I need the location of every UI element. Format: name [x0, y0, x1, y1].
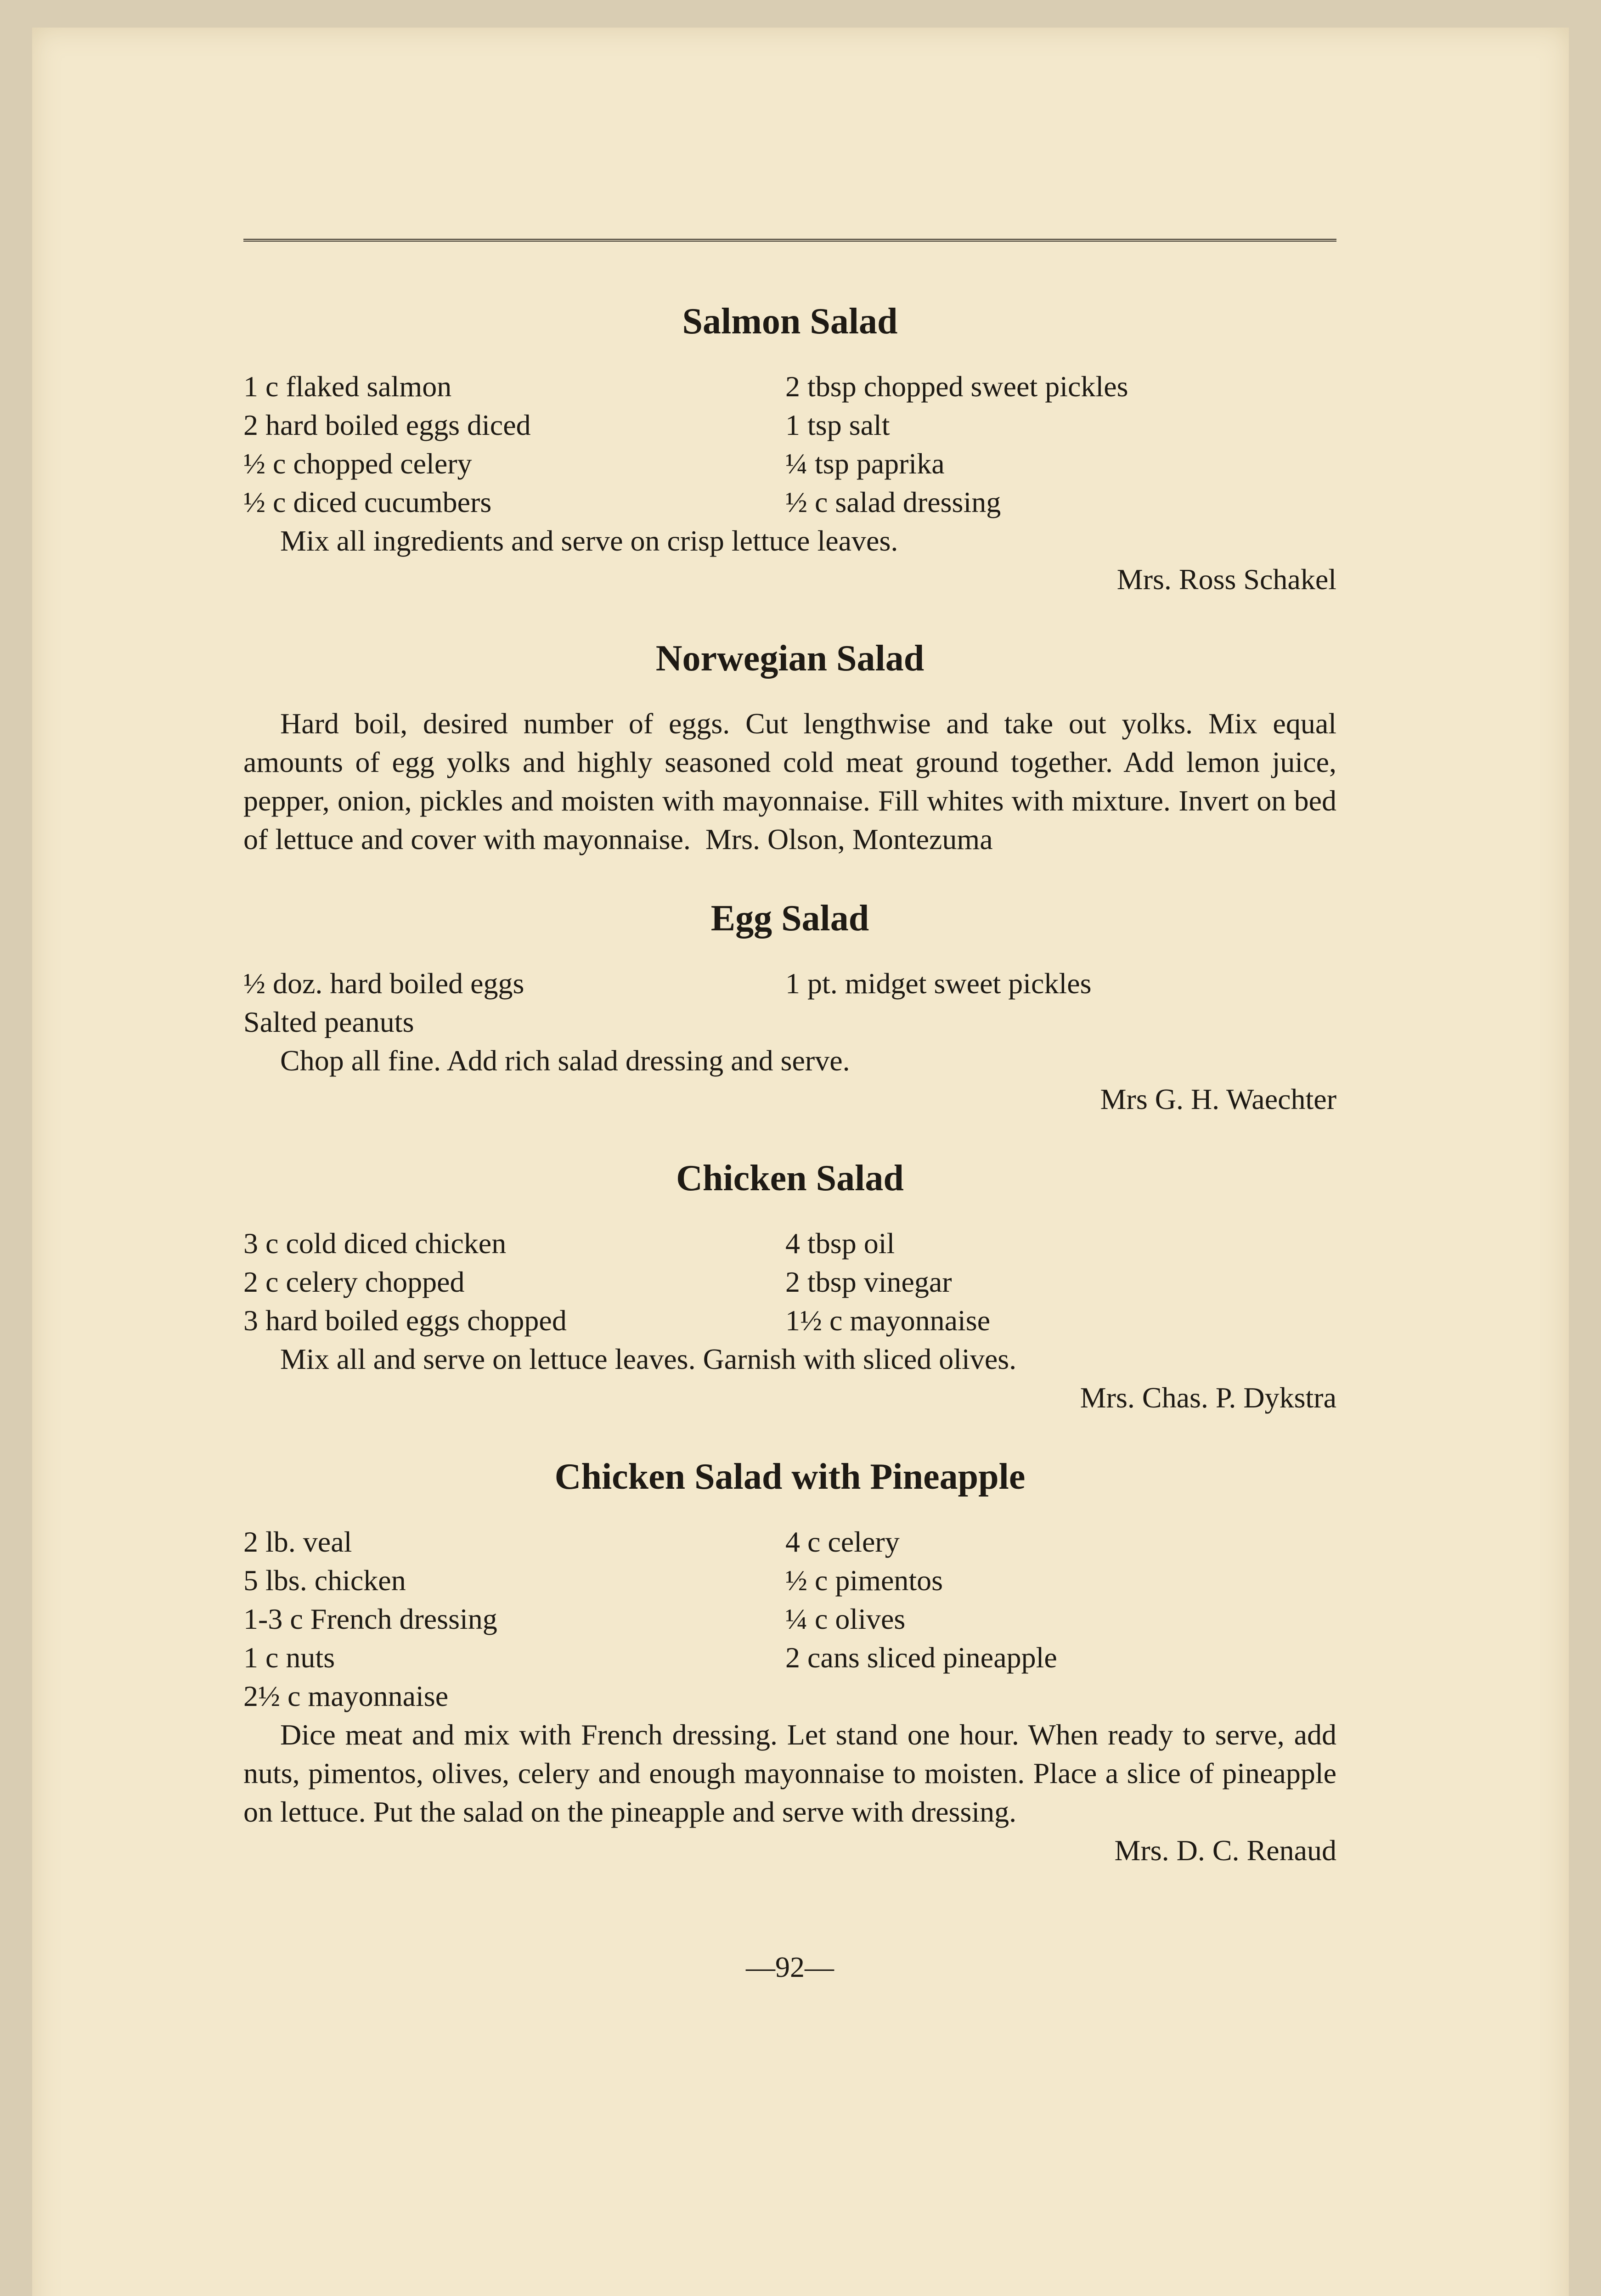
recipe-instructions: Mix all and serve on lettuce leaves. Garnish with sliced olives. [280, 1343, 1017, 1375]
recipe-egg-salad [243, 895, 1336, 1119]
recipe-paragraph [243, 704, 1336, 859]
ingredient: 3 hard boiled eggs chopped [243, 1304, 567, 1337]
ingredient: 2 lb. veal [243, 1525, 352, 1558]
ingredient: 1 pt. midget sweet pickles [785, 967, 1092, 1000]
recipe-instructions: Hard boil, desired number of eggs. Cut lengthwise and take out yolks. Mix equal amounts of egg yolks and highly seasoned cold meat ground together. Add lemon juice, pepper, onion, pickles and moisten with mayonnaise. Fill whites with mixture. Invert on bed of lettuce and cover with mayonnaise. [243, 707, 1336, 855]
ingredient: 1 c nuts [243, 1641, 335, 1674]
ingredient-list [243, 1224, 1336, 1340]
recipe-instructions: Mix all ingredients and serve on crisp lettuce leaves. [280, 524, 898, 557]
page-number: —92— [746, 1951, 834, 1983]
ingredient-column-right [785, 1224, 1336, 1340]
ingredient: 1 c flaked salmon [243, 370, 452, 403]
recipe-norwegian-salad [243, 636, 1336, 859]
ingredient: 1-3 c French dressing [243, 1603, 497, 1635]
ingredient: 2 cans sliced pineapple [785, 1641, 1057, 1674]
book-page [32, 28, 1569, 2296]
ingredient: 2 tbsp chopped sweet pickles [785, 370, 1128, 403]
page-content [243, 211, 1336, 1986]
ingredient: 2 hard boiled eggs diced [243, 409, 531, 441]
ingredient: 1½ c mayonnaise [785, 1304, 991, 1337]
ingredient-column-left [243, 1523, 785, 1716]
ingredient: 2 c celery chopped [243, 1266, 465, 1298]
ingredient-column-left [243, 1224, 785, 1340]
ingredient: 5 lbs. chicken [243, 1564, 406, 1597]
ingredient-list [243, 964, 1336, 1041]
ingredient: 2 tbsp vinegar [785, 1266, 952, 1298]
ingredient: 3 c cold diced chicken [243, 1227, 507, 1260]
ingredient: ¼ c olives [785, 1603, 906, 1635]
recipe-author: Mrs G. H. Waechter [1100, 1083, 1336, 1115]
ingredient: ½ c chopped celery [243, 447, 472, 480]
recipe-title: Egg Salad [710, 898, 869, 939]
ingredient: 1 tsp salt [785, 409, 890, 441]
ingredient: ¼ tsp paprika [785, 447, 945, 480]
ingredient-list [243, 1523, 1336, 1716]
recipe-author: Mrs. Chas. P. Dykstra [1080, 1381, 1336, 1414]
ingredient: ½ c salad dressing [785, 486, 1001, 518]
header-rule [243, 239, 1336, 253]
ingredient-column-left [243, 367, 785, 522]
ingredient: 2½ c mayonnaise [243, 1680, 449, 1712]
ingredient: ½ doz. hard boiled eggs [243, 967, 524, 1000]
recipe-title: Salmon Salad [682, 301, 898, 342]
ingredient-list [243, 367, 1336, 522]
ingredient: ½ c pimentos [785, 1564, 943, 1597]
recipe-author: Mrs. Ross Schakel [1116, 563, 1336, 596]
recipe-author: Mrs. Olson, Montezuma [705, 823, 993, 855]
ingredient-column-right [785, 367, 1336, 522]
recipe-chicken-salad [243, 1155, 1336, 1417]
recipe-chicken-salad-pineapple [243, 1454, 1336, 1870]
ingredient-column-left [243, 964, 785, 1041]
recipe-author: Mrs. D. C. Renaud [1114, 1834, 1336, 1867]
recipe-salmon-salad [243, 298, 1336, 599]
recipe-title: Norwegian Salad [655, 638, 925, 679]
ingredient: 4 c celery [785, 1525, 900, 1558]
recipe-instructions: Chop all fine. Add rich salad dressing and serve. [280, 1044, 850, 1077]
ingredient: Salted peanuts [243, 1006, 414, 1038]
ingredient-column-right [785, 1523, 1336, 1716]
recipe-title: Chicken Salad with Pineapple [554, 1457, 1026, 1497]
ingredient: 4 tbsp oil [785, 1227, 895, 1260]
ingredient: ½ c diced cucumbers [243, 486, 492, 518]
ingredient-column-right [785, 964, 1336, 1041]
recipe-instructions: Dice meat and mix with French dressing. Let stand one hour. When ready to serve, add nuts, pimentos, olives, celery and enough mayonnaise to moisten. Place a slice of pineapple on lettuce. Put the salad on the pineapple and serve with dressing. [243, 1718, 1336, 1828]
recipe-title: Chicken Salad [676, 1158, 904, 1199]
